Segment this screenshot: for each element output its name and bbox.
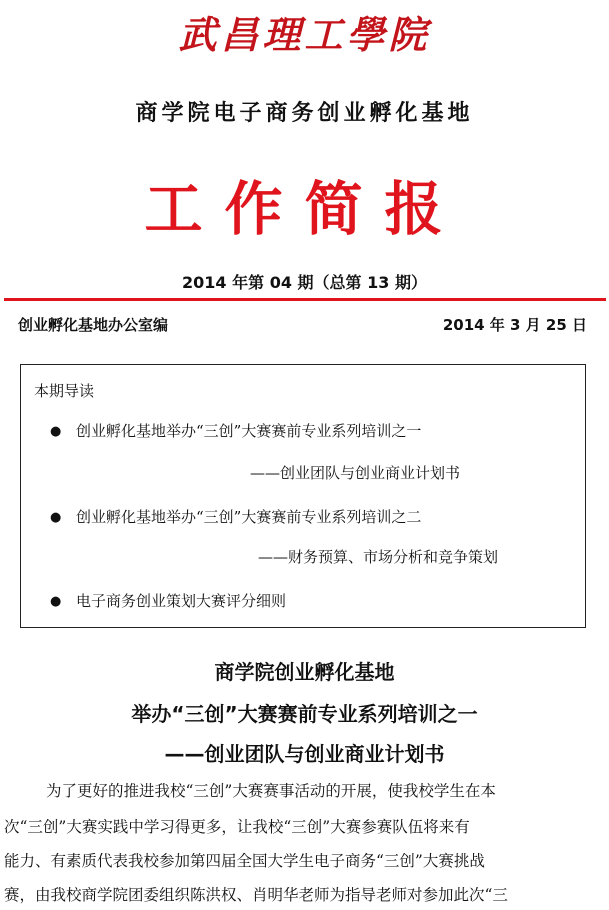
bullet-icon: ● xyxy=(50,594,62,609)
red-divider xyxy=(4,298,606,301)
article-heading-line: 商学院创业孵化基地 xyxy=(214,660,395,684)
guide-item-subtitle: ——财务预算、市场分析和竞争策划 xyxy=(258,548,499,566)
editor-credit: 创业孵化基地办公室编 xyxy=(18,316,169,334)
issue-number: 2014 年第 04 期（总第 13 期） xyxy=(182,273,427,292)
base-title: 商学院电子商务创业孵化基地 xyxy=(135,101,474,126)
article-paragraph-line: 赛，由我校商学院团委组织陈洪权、肖明华老师为指导老师对参加此次“三 xyxy=(4,886,508,904)
guide-item: 电子商务创业策划大赛评分细则 xyxy=(76,592,287,610)
guide-item: 创业孵化基地举办“三创”大赛赛前专业系列培训之一 xyxy=(76,422,422,440)
college-logo-text: 武昌理工學院 xyxy=(178,12,431,57)
guide-item: 创业孵化基地举办“三创”大赛赛前专业系列培训之二 xyxy=(76,508,422,526)
brief-title: 工作简报 xyxy=(144,175,465,243)
article-heading-line: ——创业团队与创业商业计划书 xyxy=(164,742,445,766)
bullet-icon: ● xyxy=(50,510,62,525)
article-heading-line: 举办“三创”大赛赛前专业系列培训之一 xyxy=(131,702,478,726)
article-paragraph-line: 能力、有素质代表我校参加第四届全国大学生电子商务“三创”大赛挑战 xyxy=(4,852,485,870)
article-paragraph-line: 次“三创”大赛实践中学习得更多，让我校“三创”大赛参赛队伍将来有 xyxy=(4,818,470,836)
guide-title: 本期导读 xyxy=(34,382,95,400)
guide-box xyxy=(20,364,586,628)
guide-item-subtitle: ——创业团队与创业商业计划书 xyxy=(250,464,461,482)
issue-date: 2014 年 3 月 25 日 xyxy=(442,316,587,334)
article-paragraph-line: 为了更好的推进我校“三创”大赛赛事活动的开展，使我校学生在本 xyxy=(46,782,496,800)
bullet-icon: ● xyxy=(50,424,62,439)
